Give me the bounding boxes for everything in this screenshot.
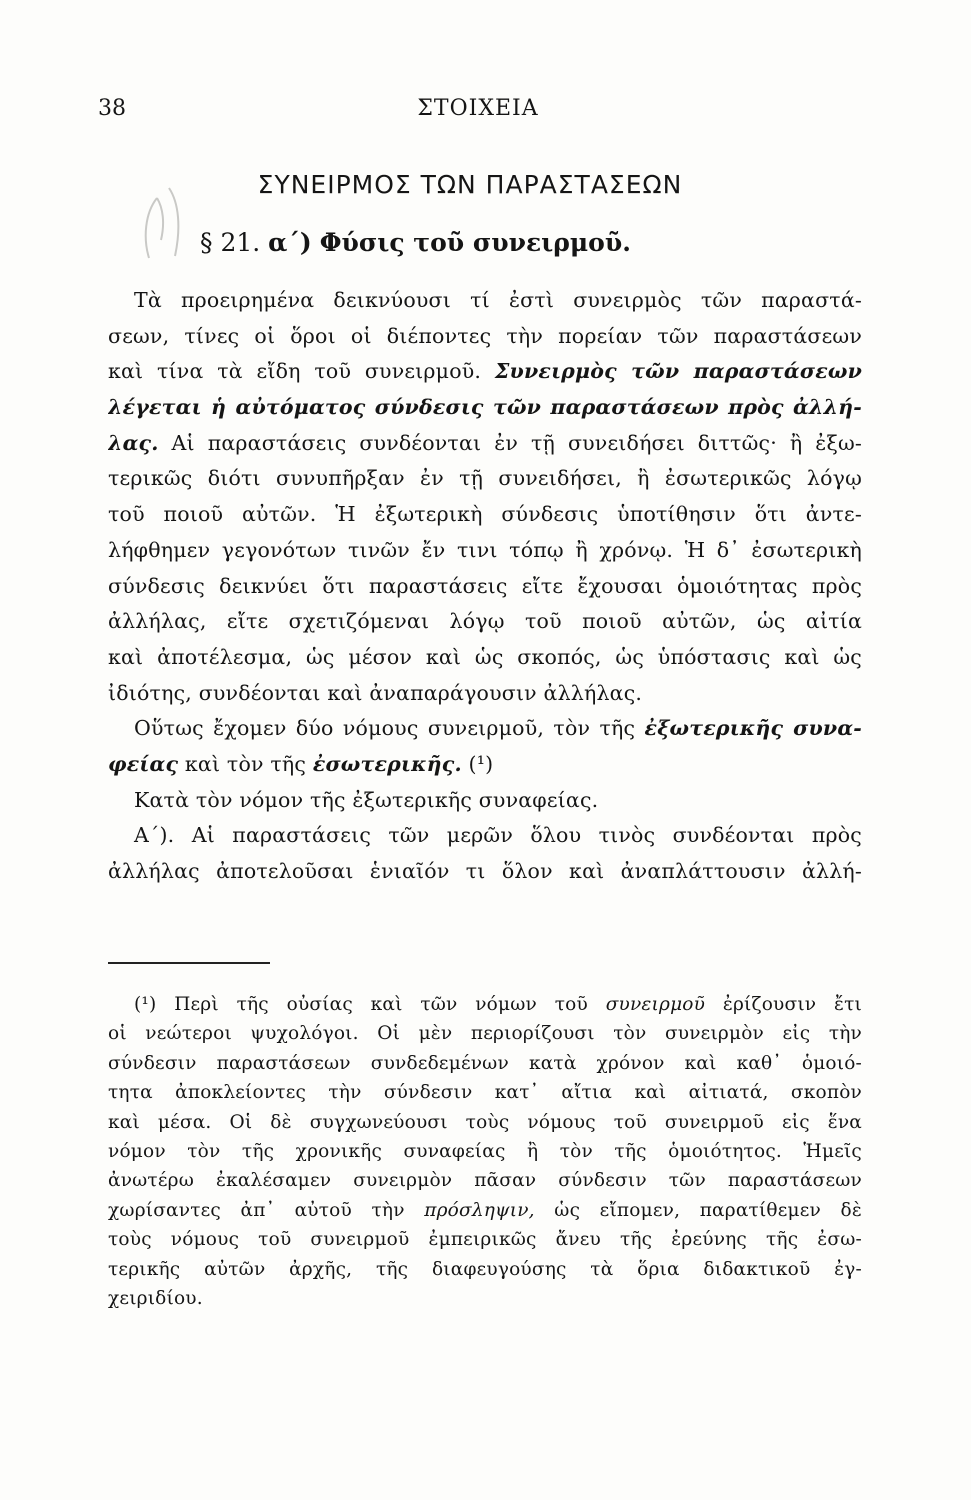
text-span: Οὕτως ἔχομεν δύο νόμους συνειρμοῦ, τὸν τῆς bbox=[134, 716, 636, 741]
text-line: καὶ ἀποτέλεσμα, ὡς μέσον καὶ ὡς σκοπός, ὡς ὑπόστασις καὶ ὡς bbox=[108, 644, 862, 669]
text-span: χωρίσαντες ἀπ᾽ αὐτοῦ τὴν bbox=[108, 1199, 405, 1221]
text-line: τερικῶς διότι συνυπῆρξαν ἐν τῇ συνειδήσει, ἢ ἐσωτερικῶς λόγῳ bbox=[108, 466, 862, 491]
text-line bbox=[108, 711, 862, 747]
section-title: Φύσις τοῦ συνειρμοῦ. bbox=[319, 228, 631, 257]
definition-line: λέγεται ἡ αὐτόματος σύνδεσις τῶν παραστάσεων πρὸς ἀλλή- bbox=[108, 395, 862, 420]
law-emphasis: ἐξωτερικῆς συνα- bbox=[644, 716, 862, 741]
text-span: (¹) Περὶ τῆς οὐσίας καὶ τῶν νόμων τοῦ bbox=[134, 994, 588, 1015]
running-header bbox=[98, 96, 858, 126]
text-span: καὶ τίνα τὰ εἴδη τοῦ συνειρμοῦ. bbox=[108, 359, 482, 384]
footnote-ref: (¹) bbox=[468, 751, 494, 776]
definition-emphasis: Συνειρμὸς τῶν παραστάσεων bbox=[494, 359, 862, 384]
footnote-line: καὶ μέσα. Οἱ δὲ συγχωνεύουσι τοὺς νόμους τοῦ συνειρμοῦ εἰς ἕνα bbox=[108, 1111, 862, 1133]
text-line: Τὰ προειρημένα δεικνύουσι τί ἐστὶ συνειρμὸς τῶν παραστά- bbox=[134, 288, 862, 312]
section-label: α΄) bbox=[268, 228, 312, 257]
footnote-line: τοὺς νόμους τοῦ συνειρμοῦ ἐμπειρικῶς ἄνευ τῆς ἐρεύνης τῆς ἐσω- bbox=[108, 1229, 862, 1251]
footnote-line: χειριδίου. bbox=[108, 1287, 203, 1309]
footnote bbox=[108, 990, 862, 1313]
footnote-line bbox=[108, 1196, 862, 1225]
text-span: Αἱ παραστάσεις συνδέονται ἐν τῇ συνειδήσει διττῶς· ἢ ἐξω- bbox=[171, 430, 862, 455]
law-emphasis: φείας bbox=[108, 751, 179, 776]
text-line bbox=[108, 426, 862, 462]
text-line: ἀλλήλας ἀποτελοῦσαι ἑνιαῖόν τι ὅλον καὶ ἀναπλάττουσιν ἀλλή- bbox=[108, 859, 862, 883]
text-span: ἐρίζουσιν ἔτι bbox=[722, 994, 862, 1015]
footnote-line: σύνδεσιν παραστάσεων συνδεδεμένων κατὰ χρόνον καὶ καθ᾽ ὁμοιό- bbox=[108, 1052, 862, 1074]
text-line: ἰδιότης, συνδέονται καὶ ἀναπαράγουσιν ἀλλήλας. bbox=[108, 680, 643, 705]
footnote-line: οἱ νεώτεροι ψυχολόγοι. Οἱ μὲν περιορίζουσι τὸν συνειρμὸν εἰς τὴν bbox=[108, 1023, 862, 1045]
italic-term: πρόσληψιν, bbox=[424, 1199, 535, 1221]
footnote-line: νόμον τὸν τῆς χρονικῆς συναφείας ἢ τὸν τῆς ὁμοιότητος. Ἡμεῖς bbox=[108, 1140, 862, 1162]
text-line: σεων, τίνες οἱ ὅροι οἱ διέποντες τὴν πορείαν τῶν παραστάσεων bbox=[108, 323, 862, 348]
chapter-title: ΣΥΝΕΙΡΜΟΣ ΤΩΝ ΠΑΡΑΣΤΑΣΕΩΝ bbox=[257, 170, 683, 199]
body-text bbox=[108, 283, 862, 890]
footnote-line bbox=[108, 990, 862, 1019]
footnote-line: ἀνωτέρω ἐκαλέσαμεν συνειρμὸν πᾶσαν σύνδεσιν τῶν παραστάσεων bbox=[108, 1170, 862, 1192]
section-heading bbox=[200, 228, 760, 257]
text-span: ὡς εἴπομεν, παρατίθεμεν δὲ bbox=[554, 1199, 862, 1221]
text-span: καὶ τὸν τῆς bbox=[184, 751, 307, 776]
page-number: 38 bbox=[98, 96, 126, 121]
section-number: § 21. bbox=[200, 228, 261, 257]
text-line bbox=[108, 354, 862, 390]
italic-term: συνειρμοῦ bbox=[605, 994, 706, 1015]
footnote-line: τερικῆς αὐτῶν ἀρχῆς, τῆς διαφευγούσης τὰ ὅρια διδακτικοῦ ἐγ- bbox=[108, 1258, 862, 1280]
law-emphasis: ἐσωτερικῆς. bbox=[312, 751, 462, 776]
text-line: λήφθημεν γεγονότων τινῶν ἔν τινι τόπῳ ἢ χρόνῳ. Ἡ δ᾽ ἐσωτερικὴ bbox=[108, 537, 862, 562]
text-line: τοῦ ποιοῦ αὐτῶν. Ἡ ἐξωτερικὴ σύνδεσις ὑποτίθησιν ὅτι ἀντε- bbox=[108, 502, 862, 527]
text-line bbox=[108, 747, 862, 783]
running-title: ΣΤΟΙΧΕΙΑ bbox=[417, 96, 539, 121]
text-line: ἀλλήλας, εἴτε σχετιζόμεναι λόγῳ τοῦ ποιοῦ αὐτῶν, ὡς αἰτία bbox=[108, 609, 862, 634]
definition-emphasis: λας. bbox=[108, 430, 159, 455]
law-heading: Κατὰ τὸν νόμον τῆς ἐξωτερικῆς συναφείας. bbox=[134, 787, 599, 812]
text-line: σύνδεσις δεικνύει ὅτι παραστάσεις εἴτε ἔχουσαι ὁμοιότητας πρὸς bbox=[108, 573, 862, 598]
text-line: Α΄). Αἱ παραστάσεις τῶν μερῶν ὅλου τινὸς συνδέονται πρὸς bbox=[134, 823, 862, 848]
footnote-line: τητα ἀποκλείοντες τὴν σύνδεσιν κατ᾽ αἴτια καὶ αἰτιατά, σκοπὸν bbox=[108, 1082, 862, 1104]
footnote-divider bbox=[108, 962, 270, 964]
